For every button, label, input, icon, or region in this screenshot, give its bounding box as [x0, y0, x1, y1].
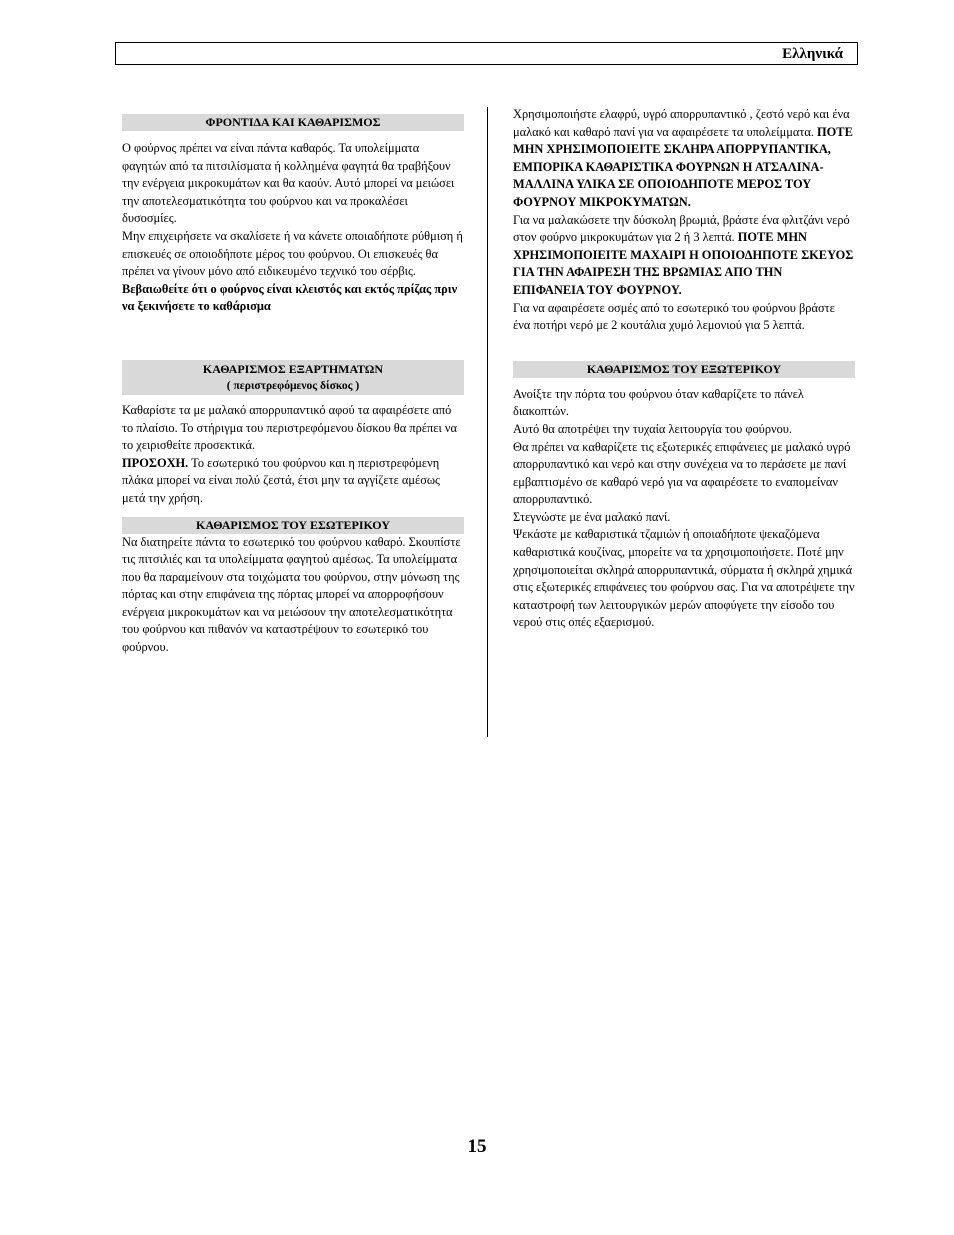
- care-paragraph-2: Μην επιχειρήσετε να σκαλίσετε ή να κάνετε οποιαδήποτε ρύθμιση ή επισκευές σε οποιοδήποτε μέρος του φούρνου. Οι επισκευές θα πρέπει να γίνουν μόνο από ειδικευμένο τεχνικό του σέρβις.: [122, 228, 463, 279]
- accessories-section-title: [122, 360, 464, 395]
- language-header: [115, 42, 858, 65]
- interior-cont-text-1: Χρησιμοποιήστε ελαφρύ, υγρό απορρυπαντικό , ζεστό νερό και ένα μαλακό και καθαρό πανί για να αφαιρέσετε τα υπολείμματα.: [513, 107, 850, 139]
- accessories-subtitle: ( περιστρεφόμενος δίσκος ): [226, 379, 360, 392]
- exterior-section-title: ΚΑΘΑΡΙΣΜΟΣ ΤΟΥ ΕΞΩΤΕΡΙΚΟΥ: [513, 361, 855, 378]
- care-paragraph-1: Ο φούρνος πρέπει να είναι πάντα καθαρός. Τα υπολείμματα φαγητών από τα πιτσιλίσματα ή κολλημένα φαγητά θα τραβήξουν την ενέργεια μικροκυμάτων και θα καούν. Αυτό μπορεί να μειώσει την αποτελεσματικότητα του φούρνου και να προκαλέσει δυσοσμίες.: [122, 141, 455, 226]
- exterior-paragraph-2: Αυτό θα αποτρέψει την τυχαία λειτουργία του φούρνου.: [513, 421, 793, 436]
- interior-cont-warning-2: ΠΟΤΕ ΜΗΝ ΧΡΗΣΙΜΟΠΟΙΕΙΤΕ ΜΑΧΑΙΡΙ Η ΟΠΟΙΟΔΗΠΟΤΕ ΣΚΕΥΟΣ ΓΙΑ ΤΗΝ ΑΦΑΙΡΕΣΗ ΤΗΣ ΒΡΩΜΙΑΣ ΑΠΟ ΤΗΝ ΕΠΙΦΑΝΕΙΑ ΤΟΥ ΦΟΥΡΝΟΥ.: [513, 230, 854, 297]
- left-column: [122, 114, 464, 657]
- accessories-paragraph: Καθαρίστε τα με μαλακό απορρυπαντικό αφού τα αφαιρέσετε από το πλαίσιο. Το στήριγμα του περιστρεφόμενου δίσκου θα πρέπει να το χειρισθείτε προσεκτικά.: [122, 402, 457, 453]
- interior-cont-warning-1: ΠΟΤΕ ΜΗΝ ΧΡΗΣΙΜΟΠΟΙΕΙΤΕ ΣΚΛΗΡΑ ΑΠΟΡΡΥΠΑΝΤΙΚΑ, ΕΜΠΟΡΙΚΑ ΚΑΘΑΡΙΣΤΙΚΑ ΦΟΥΡΝΩΝ Η ΑΤΣΑΛΙΝΑ-ΜΑΛΛΙΝΑ ΥΛΙΚΑ ΣΕ ΟΠΟΙΟΔΗΠΟΤΕ ΜΕΡΟΣ ΤΟΥ ΦΟΥΡΝΟΥ ΜΙΚΡΟΚΥΜΑΤΩΝ.: [513, 124, 853, 209]
- exterior-paragraph-3: Θα πρέπει να καθαρίζετε τις εξωτερικές επιφάνειες με μαλακό υγρό απορρυπαντικό και νερό και στην συνέχεια να το περάσετε με πανί εμβαπτισμένο σε καθαρό νερό για να αφαιρέσετε το εναπομείναν απορρυπαντικό.: [513, 439, 851, 507]
- care-section-title: ΦΡΟΝΤΙΔΑ ΚΑΙ ΚΑΘΑΡΙΣΜΟΣ: [122, 114, 464, 131]
- interior-cont-paragraph-2: [513, 212, 855, 300]
- caution-text: Το εσωτερικό του φούρνου και η περιστρεφόμενη πλάκα μπορεί να είναι πολύ ζεστά, έτσι μην τα αγγίζετε αμέσως μετά την χρήση.: [122, 455, 440, 505]
- page-number: 15: [467, 1136, 487, 1157]
- accessories-title-text: ΚΑΘΑΡΙΣΜΟΣ ΕΞΑΡΤΗΜΑΤΩΝ: [202, 361, 384, 376]
- caution-label: ΠΡΟΣΟΧΗ.: [122, 455, 189, 470]
- column-divider: [487, 107, 488, 737]
- interior-paragraph: Να διατηρείτε πάντα το εσωτερικό του φούρνου καθαρό. Σκουπίστε τις πιτσιλιές και τα υπολείμματα φαγητού αμέσως. Τα υπολείμματα που θα παραμείνουν στα τοιχώματα του φούρνου, στην μόνωση της πόρτας και στην επιφάνεια της πόρτας μπορεί να απορροφήσουν ενέργεια μικροκυμάτων και να μειώσουν την αποτελεσματικότητα του φούρνου και πιθανόν να καταστρέψουν το εσωτερικό του φούρνου.: [122, 534, 461, 655]
- exterior-paragraph-1: Ανοίξτε την πόρτα του φούρνου όταν καθαρίζετε το πάνελ διακοπτών.: [513, 386, 804, 419]
- interior-cont-paragraph-3: Για να αφαιρέσετε οσμές από το εσωτερικό του φούρνου βράστε ένα ποτήρι νερό με 2 κουτάλια χυμό λεμονιού για 5 λεπτά.: [513, 300, 835, 333]
- interior-cont-text-2: Για να μαλακώσετε την δύσκολη βρωμιά, βράστε ένα φλιτζάνι νερό στον φούρνο μικροκυμάτων για 2 ή 3 λεπτά.: [513, 212, 850, 245]
- right-column: [513, 106, 855, 632]
- care-warning: Βεβαιωθείτε ότι ο φούρνος είναι κλειστός και εκτός πρίζας πριν να ξεκινήσετε το καθάρισμα: [122, 281, 458, 314]
- interior-section-title: ΚΑΘΑΡΙΣΜΟΣ ΤΟΥ ΕΣΩΤΕΡΙΚΟΥ: [122, 517, 464, 534]
- interior-cont-paragraph-1: [513, 106, 855, 212]
- accessories-caution: [122, 455, 464, 508]
- language-label: Ελληνικά: [782, 46, 843, 62]
- exterior-paragraph-4: Στεγνώστε με ένα μαλακό πανί.: [513, 509, 671, 524]
- exterior-paragraph-5: Ψεκάστε με καθαριστικά τζαμιών ή οποιαδήποτε ψεκαζόμενα καθαριστικά κουζίνας, μπορείτε να τα χρησιμοποιήσετε. Ποτέ μην χρησιμοποιείται σκληρά απορρυπαντικά, σύρματα ή σκληρά χημικά στις εξωτερικές επιφάνειες του φούρνου σας. Για να αποτρέψετε την καταστροφή των λειτουργικών μερών αποφύγετε την είσοδο του νερού στις οπές εξαερισμού.: [513, 527, 855, 630]
